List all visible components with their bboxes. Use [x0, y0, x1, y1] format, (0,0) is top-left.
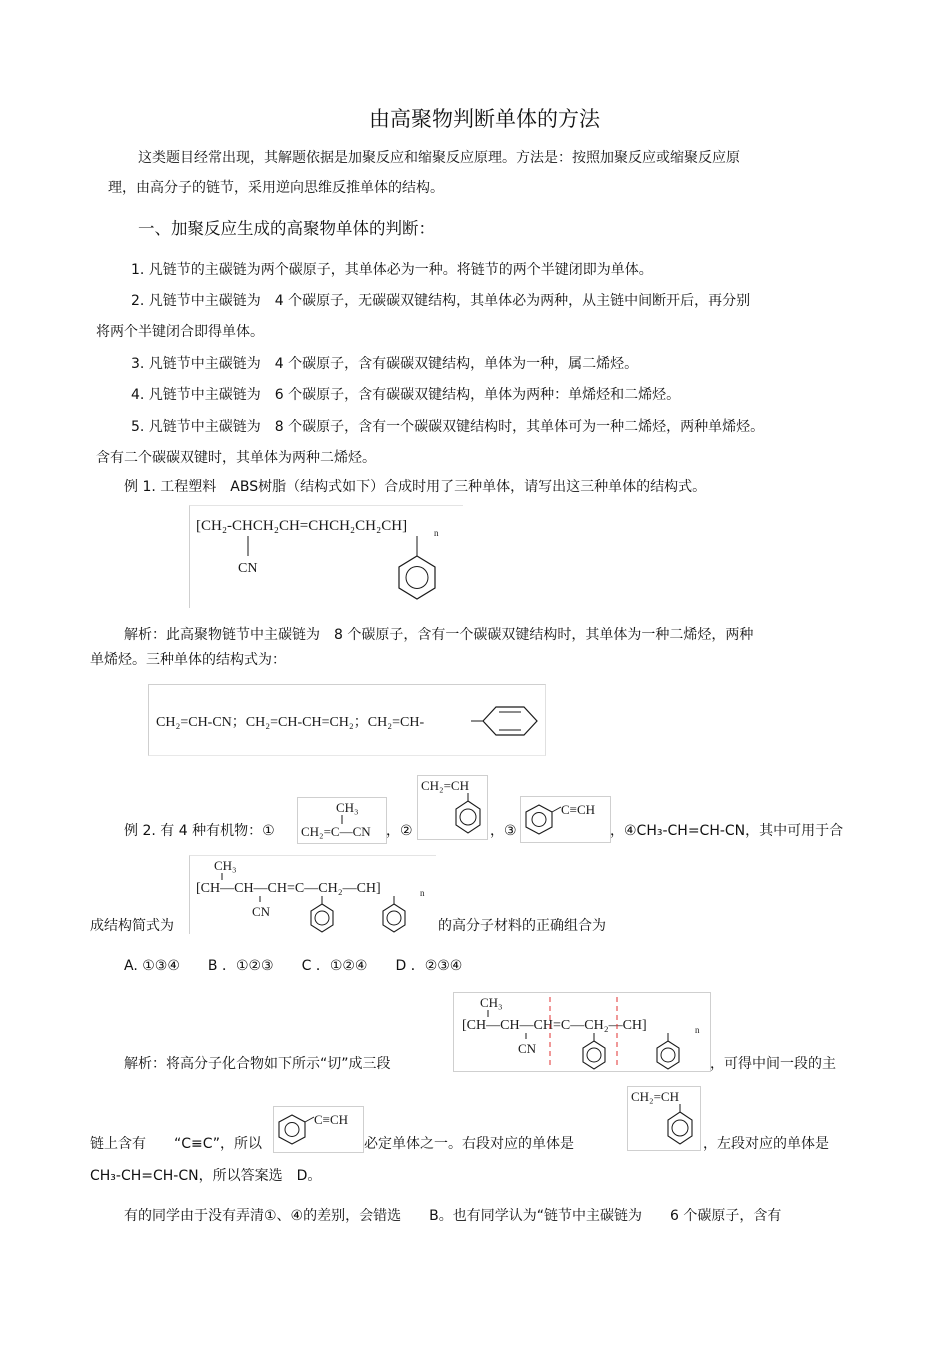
intro-line-2: 理，由高分子的链节，采用逆向思维反推单体的结构。 [108, 180, 444, 196]
example2-sep-3: ，③ [490, 823, 517, 839]
example2-analysis-line-3: CH₃-CH=CH-CN，所以答案选 D。 [90, 1168, 322, 1184]
monomers-structure [148, 684, 546, 756]
benzene-ring-icon [583, 1041, 605, 1069]
polymer-n-subscript: n [420, 888, 425, 898]
option1-methyl: CH₃ [336, 800, 359, 815]
benzene-ring-icon [526, 805, 552, 834]
option1-formula: CH₂=C—CN [301, 824, 371, 839]
example1-question: 例 1. 工程塑料 ABS树脂（结构式如下）合成时用了三种单体，请写出这三种单体的结构式。 [124, 479, 707, 495]
benzene-ring-icon [668, 1112, 692, 1144]
example2-polymer-structure [189, 855, 436, 934]
benzene-ring-icon [311, 904, 333, 932]
rule-5-line-1: 5. 凡链节中主碳链为 8 个碳原子，含有一个碳碳双键结构时，其单体可为一种二烯烃，两种单烯烃。 [131, 419, 765, 435]
example2-sep-2: ，② [386, 823, 413, 839]
intro-line-1: 这类题目经常出现，其解题依据是加聚反应和缩聚反应原理。方法是：按照加聚反应或缩聚反应原 [138, 150, 740, 166]
rule-3: 3. 凡链节中主碳链为 4 个碳原子，含有碳碳双键结构，单体为一种，属二烯烃。 [131, 356, 639, 372]
example2-analysis-line-2-suffix: ，左段对应的单体是 [703, 1136, 829, 1152]
example1-analysis-line-2: 单烯烃。三种单体的结构式为： [90, 652, 286, 668]
option3-structure [520, 796, 611, 843]
benzene-ring-icon [657, 1041, 679, 1069]
rule-4: 4. 凡链节中主碳链为 6 个碳原子，含有碳碳双键结构，单体为两种：单烯烃和二烯烃。 [131, 387, 681, 403]
example1-analysis-line-1: 解析：此高聚物链节中主碳链为 8 个碳原子，含有一个碳碳双键结构时，其单体为一种二烯烃，两种 [124, 627, 754, 643]
abs-cn-group: CN [238, 561, 258, 576]
benzene-ring-icon [279, 1115, 305, 1144]
example2-question-suffix: ，④CH₃-CH=CH-CN，其中可用于合 [610, 823, 844, 839]
rule-5-line-2: 含有二个碳碳双键时，其单体为两种二烯烃。 [96, 450, 376, 466]
benzene-ring-icon [456, 801, 480, 833]
abs-polymer-structure [189, 505, 463, 608]
benzene-ring-icon [383, 904, 405, 932]
rule-2-line-2: 将两个半键闭合即得单体。 [96, 324, 264, 340]
styrene-formula: CH₂=CH [631, 1089, 679, 1104]
option2-structure [417, 775, 488, 840]
abs-n-subscript: n [434, 528, 439, 538]
rule-1: 1. 凡链节的主碳链为两个碳原子，其单体必为一种。将链节的两个半键闭即为单体。 [131, 262, 653, 278]
page-title: 由高聚物判断单体的方法 [369, 107, 600, 131]
polymer-cn-group: CN [252, 904, 271, 919]
option3-formula: C≡CH [561, 802, 596, 817]
option2-formula: CH₂=CH [421, 778, 469, 793]
phenylacetylene-structure [273, 1106, 364, 1153]
example2-analysis-line-2-prefix: 链上含有 “C≡C”，所以 [90, 1136, 263, 1152]
rule-2-line-1: 2. 凡链节中主碳链为 4 个碳原子，无碳碳双键结构，其单体必为两种，从主链中间断开后，再分别 [131, 293, 751, 309]
example2-choices: A. ①③④ B ．①②③ C ．①②④ D ．②③④ [124, 958, 463, 974]
section-heading: 一、加聚反应生成的高聚物单体的判断： [138, 219, 435, 238]
example2-question-prefix: 例 2. 有 4 种有机物：① [124, 823, 275, 839]
example2-line2-prefix: 成结构简式为 [90, 918, 174, 934]
example2-last-line: 有的同学由于没有弄清①、④的差别，会错选 B。也有同学认为“链节中主碳链为 6 个碳原子，含有 [124, 1208, 782, 1224]
cut-polymer-n-subscript: n [695, 1025, 700, 1035]
polymer-chain-formula: [CH—CH—CH=C—CH₂—CH] [196, 881, 381, 896]
example2-analysis-line-1: 解析：将高分子化合物如下所示“切”成三段 [124, 1056, 391, 1072]
cut-polymer-structure [453, 992, 711, 1072]
benzene-ring-icon [483, 707, 537, 735]
example2-analysis-line-1-suffix: ，可得中间一段的主 [710, 1056, 836, 1072]
phenylacetylene-formula: C≡CH [314, 1112, 349, 1127]
cut-polymer-cn: CN [518, 1041, 537, 1056]
styrene-structure [627, 1086, 701, 1151]
cut-polymer-methyl: CH₃ [480, 995, 503, 1010]
monomers-formula: CH₂=CH-CN；CH₂=CH-CH=CH₂；CH₂=CH- [156, 715, 425, 730]
example2-line2-suffix: 的高分子材料的正确组合为 [438, 918, 606, 934]
benzene-ring-icon [399, 556, 435, 599]
abs-chain-formula: [CH₂-CHCH₂CH=CHCH₂CH₂CH] [196, 518, 408, 534]
polymer-methyl: CH₃ [214, 858, 237, 873]
example2-analysis-line-2-mid: 必定单体之一。右段对应的单体是 [364, 1136, 574, 1152]
option1-structure [297, 797, 387, 844]
cut-polymer-chain: [CH—CH—CH=C—CH₂—CH] [462, 1018, 647, 1033]
